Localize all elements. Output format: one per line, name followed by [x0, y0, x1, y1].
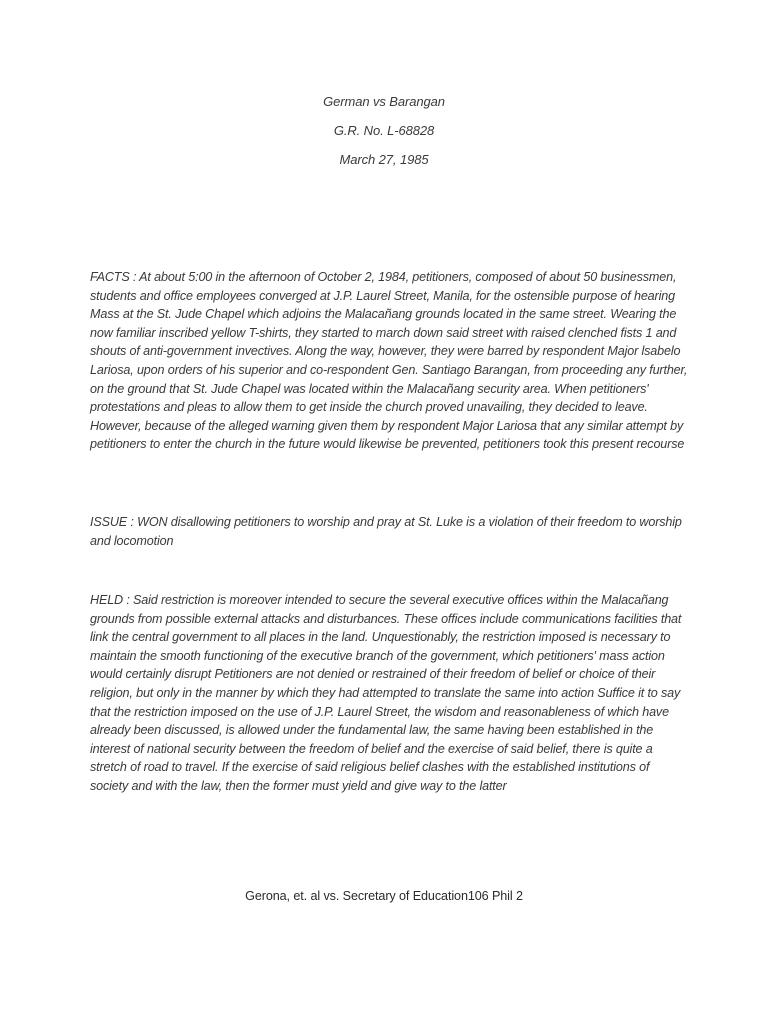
case-gr-number: G.R. No. L-68828 — [333, 123, 435, 138]
issue-paragraph: ISSUE : WON disallowing petitioners to worship and pray at St. Luke is a violation of their freedom to worship and locomotion — [90, 515, 682, 548]
next-case-title: Gerona, et. al vs. Secretary of Education106 Phil 2 — [245, 889, 523, 903]
case-title: German vs Barangan — [323, 94, 445, 109]
case-date: March 27, 1985 — [339, 152, 429, 167]
facts-paragraph: FACTS : At about 5:00 in the afternoon of October 2, 1984, petitioners, composed of about 50 businessmen, students and office employees converged at J.P. Laurel Street, Manila, for the ostensible purpose of hearing Mass at the St. Jude Chapel which adjoins the Malacañang grounds located in the same street. Wearing the now familiar inscribed yellow T-shirts, they started to march down said street with raised clenched fists 1 and shouts of anti-government invectives. Along the way, however, they were barred by respondent Major lsabelo Lariosa, upon orders of his superior and co-respondent Gen. Santiago Barangan, from proceeding any further, on the ground that St. Jude Chapel was located within the Malacañang security area. When petitioners' protestations and pleas to allow them to get inside the church proved unavailing, they decided to leave. However, because of the alleged warning given them by respondent Major Lariosa that any similar attempt by petitioners to enter the church in the future would likewise be prevented, petitioners took this present recourse — [90, 270, 688, 452]
held-paragraph: HELD : Said restriction is moreover intended to secure the several executive offices within the Malacañang grounds from possible external attacks and disturbances. These offices include communications facilities that link the central government to all places in the land. Unquestionably, the restriction imposed is necessary to maintain the smooth functioning of the executive branch of the government, which petitioners' mass action would certainly disrupt Petitioners are not denied or restrained of their freedom of belief or choice of their religion, but only in the manner by which they had attempted to translate the same into action Suffice it to say that the restriction imposed on the use of J.P. Laurel Street, the wisdom and reasonableness of which have already been discussed, is allowed under the fundamental law, the same having been established in the interest of national security between the freedom of belief and the exercise of said belief, there is quite a stretch of road to travel. If the exercise of said religious belief clashes with the established institutions of society and with the law, then the former must yield and give way to the latter — [90, 593, 682, 793]
